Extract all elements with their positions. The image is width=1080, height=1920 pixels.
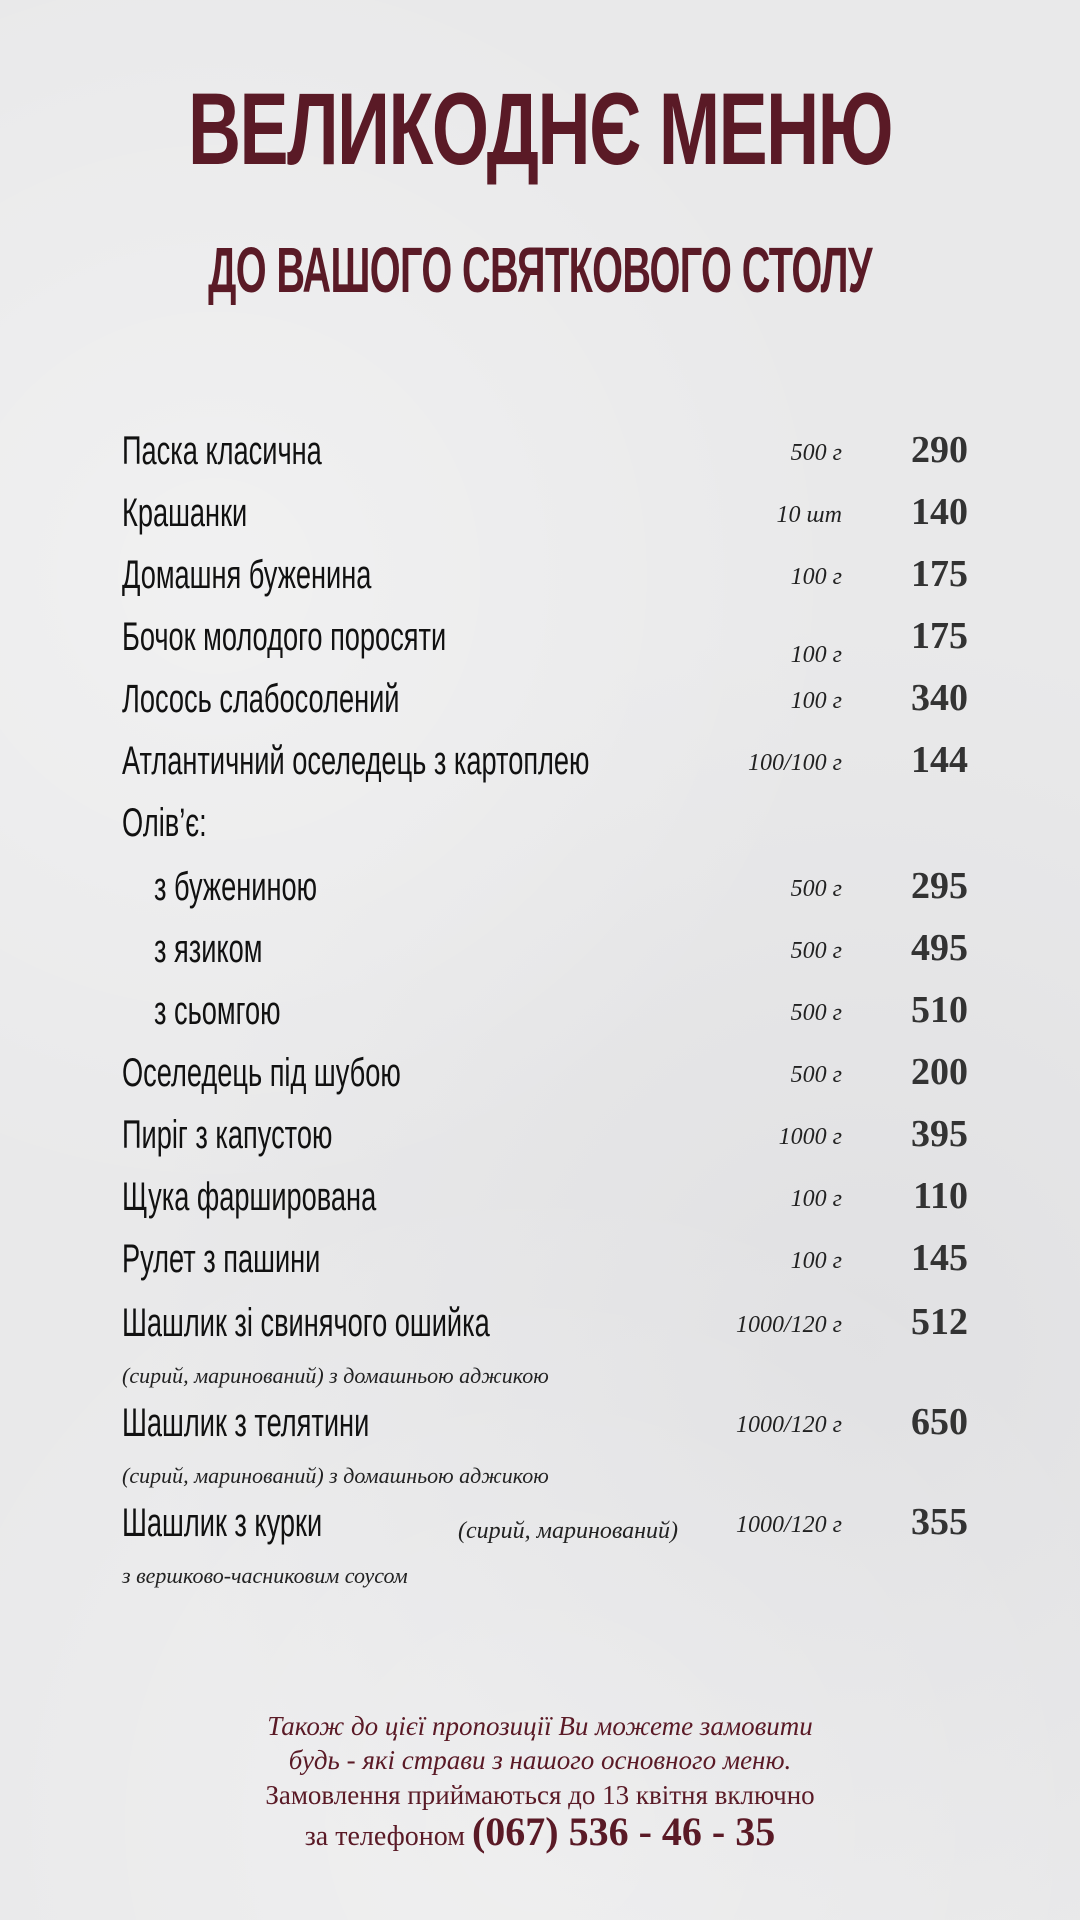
menu-item <box>122 1048 968 1108</box>
item-note: (сирий, маринований) з домашньою аджикою <box>122 1463 549 1488</box>
menu-item <box>122 736 968 796</box>
item-weight: 500 г <box>790 938 842 964</box>
item-name: Крашанки <box>122 491 248 535</box>
footer-line-1: Також до цієї пропозиції Ви можете замовити <box>267 1711 813 1741</box>
item-name: з язиком <box>154 927 263 971</box>
menu-item <box>122 488 968 548</box>
item-price: 110 <box>913 1175 968 1217</box>
item-name: Оселедець під шубою <box>122 1051 401 1095</box>
menu-item <box>122 1398 968 1458</box>
item-price: 175 <box>911 615 968 657</box>
item-price: 495 <box>911 927 968 969</box>
item-note: (сирий, маринований) з домашньою аджикою <box>122 1363 549 1388</box>
item-name: Шашлик з курки <box>122 1501 323 1545</box>
item-weight: 100 г <box>790 564 842 590</box>
menu-item <box>122 862 968 922</box>
phone-number[interactable]: (067) 536 - 46 - 35 <box>471 1809 776 1854</box>
menu-item <box>122 924 968 984</box>
item-weight: 100 г <box>790 1186 842 1212</box>
phone-prefix: за телефоном <box>304 1821 465 1852</box>
item-price: 144 <box>911 739 968 781</box>
menu-subtitle: ДО ВАШОГО СВЯТКОВОГО СТОЛУ <box>208 234 872 306</box>
item-name: Атлантичний оселедець з картоплею <box>122 739 590 783</box>
footer-line-3: Замовлення приймаються до 13 квітня включно <box>265 1780 815 1810</box>
item-name: Шашлик з телятини <box>122 1401 370 1445</box>
item-weight: 10 шт <box>776 502 842 528</box>
menu-item <box>122 986 968 1046</box>
item-price: 395 <box>911 1113 968 1155</box>
menu-item <box>122 674 968 734</box>
item-price: 355 <box>911 1501 968 1543</box>
menu-item <box>122 612 968 672</box>
menu-section <box>122 798 968 858</box>
menu-title: ВЕЛИКОДНЄ МЕНЮ <box>187 72 893 186</box>
item-weight: 1000/120 г <box>735 1512 842 1538</box>
item-price: 200 <box>911 1051 968 1093</box>
item-name: Щука фарширована <box>122 1175 377 1219</box>
item-name: з бужениною <box>154 865 318 909</box>
item-name: з сьомгою <box>154 989 281 1033</box>
item-weight: 100/100 г <box>747 750 842 776</box>
footer-phone-line <box>0 1809 1080 1857</box>
item-price: 295 <box>911 865 968 907</box>
item-inline-note: (сирий, маринований) <box>458 1518 679 1544</box>
item-weight: 500 г <box>790 1062 842 1088</box>
item-weight: 1000/120 г <box>735 1312 842 1338</box>
item-weight: 100 г <box>790 642 842 668</box>
item-price: 340 <box>911 677 968 719</box>
section-name: Олів’є: <box>122 801 207 845</box>
item-name: Рулет з пашини <box>122 1237 321 1281</box>
item-price: 175 <box>911 553 968 595</box>
item-name: Паска класична <box>122 429 322 473</box>
item-price: 140 <box>911 491 968 533</box>
menu-item <box>122 426 968 486</box>
item-price: 512 <box>911 1301 968 1343</box>
item-weight: 500 г <box>790 1000 842 1026</box>
item-weight: 100 г <box>790 688 842 714</box>
item-weight: 500 г <box>790 440 842 466</box>
item-weight: 500 г <box>790 876 842 902</box>
item-weight: 1000 г <box>778 1124 842 1150</box>
item-name: Бочок молодого поросяти <box>122 615 447 659</box>
item-name: Пиріг з капустою <box>122 1113 333 1157</box>
menu-item <box>122 1172 968 1232</box>
item-weight: 100 г <box>790 1248 842 1274</box>
item-price: 510 <box>911 989 968 1031</box>
menu-item <box>122 1298 968 1358</box>
item-weight: 1000/120 г <box>735 1412 842 1438</box>
footer-line-2: будь - які страви з нашого основного меню. <box>288 1745 792 1775</box>
item-name: Домашня буженина <box>122 553 372 597</box>
item-name: Шашлик зі свинячого ошийка <box>122 1301 490 1345</box>
item-name: Лосось слабосолений <box>122 677 400 721</box>
menu-item <box>122 1234 968 1294</box>
menu-item <box>122 1498 968 1558</box>
menu-item <box>122 550 968 610</box>
item-price: 290 <box>911 429 968 471</box>
menu-item <box>122 1110 968 1170</box>
item-note: з вершково-часниковим соусом <box>122 1563 408 1588</box>
item-price: 145 <box>911 1237 968 1279</box>
item-price: 650 <box>911 1401 968 1443</box>
